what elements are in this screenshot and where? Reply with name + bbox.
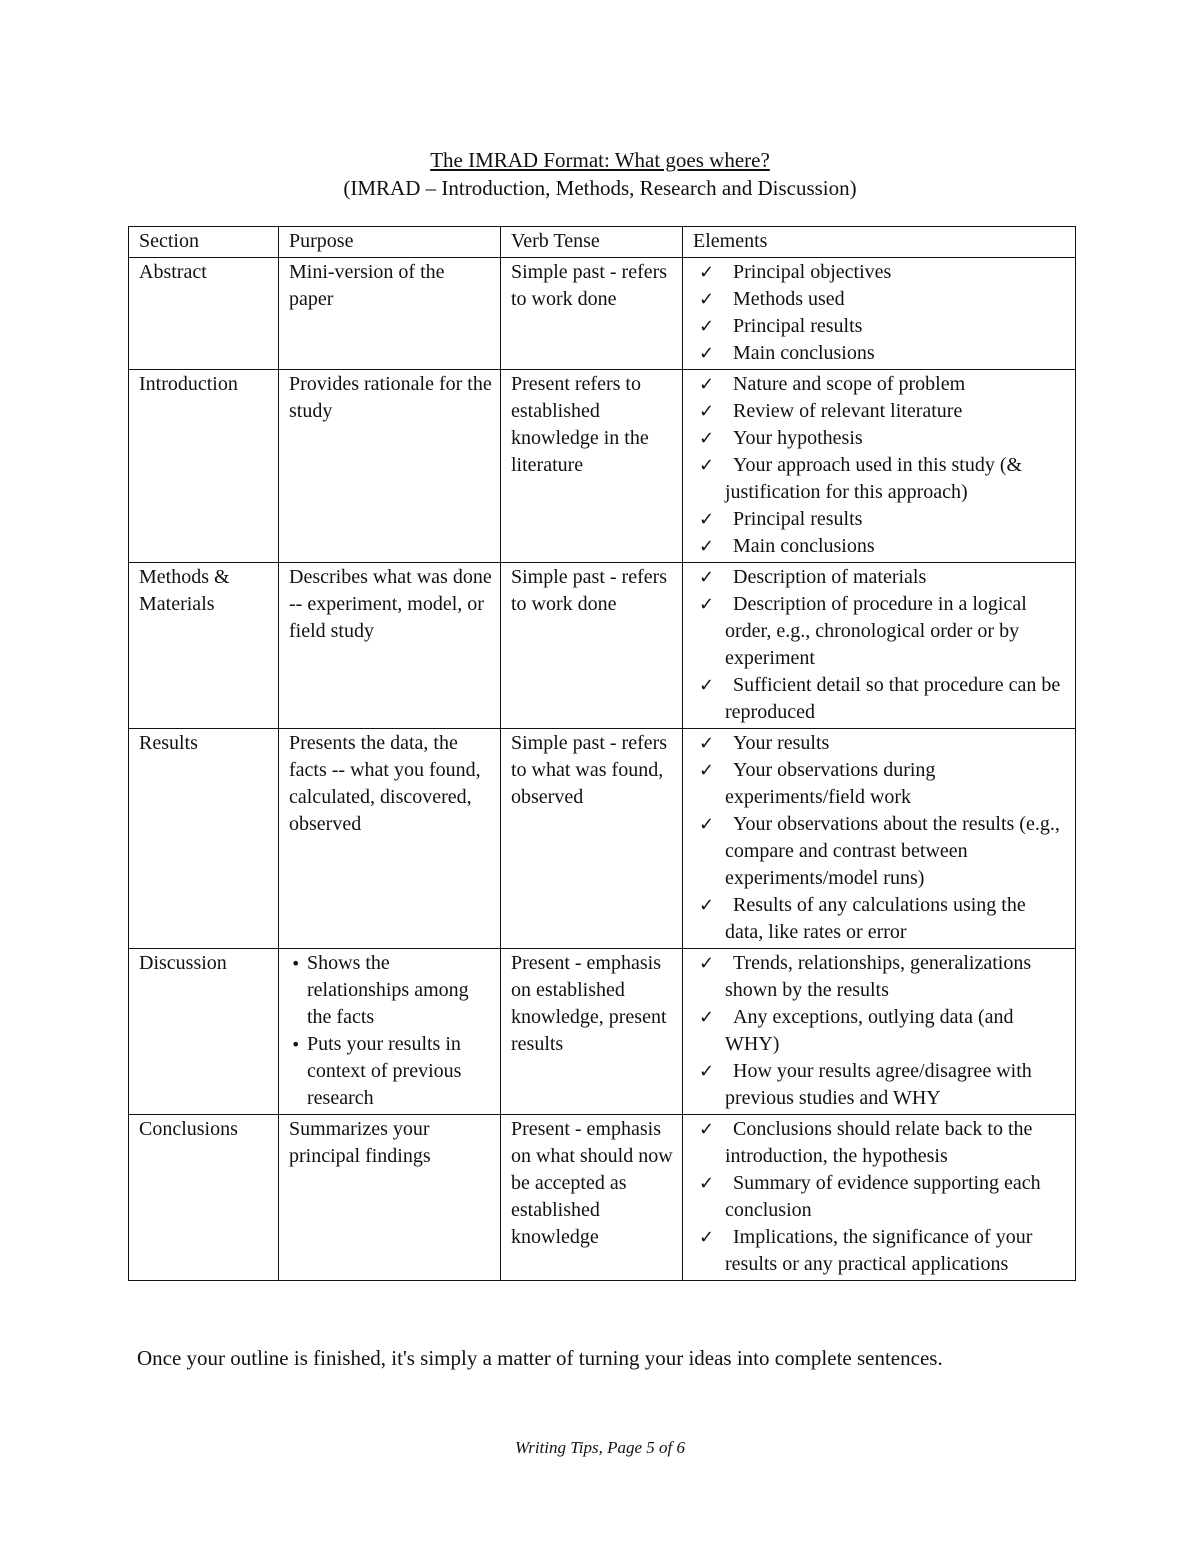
check-icon: ✓ [699, 567, 715, 588]
list-item: ✓ Main conclusions [693, 533, 1067, 560]
purpose-bullet-list [289, 950, 492, 1112]
list-item: • Shows the relationships among the facts [291, 952, 469, 1028]
elements-cell [683, 258, 1076, 370]
tense-cell: Simple past - refers to work done [501, 258, 683, 370]
list-item: ✓ Description of procedure in a logical order, e.g., chronological order or by experiment [699, 593, 1027, 669]
tense-cell: Simple past - refers to what was found, observed [501, 729, 683, 949]
table-row [129, 1115, 1076, 1281]
tense-cell: Present - emphasis on what should now be accepted as established knowledge [501, 1115, 683, 1281]
check-icon: ✓ [699, 262, 715, 283]
check-icon: ✓ [699, 455, 715, 476]
list-item: ✓ Conclusions should relate back to the introduction, the hypothesis [699, 1118, 1033, 1167]
check-icon: ✓ [699, 953, 715, 974]
table-header-row [129, 227, 1076, 258]
section-cell: Introduction [129, 370, 279, 563]
check-icon: ✓ [699, 289, 715, 310]
elements-cell [683, 729, 1076, 949]
closing-note: Once your outline is finished, it's simply a matter of turning your ideas into complete sentences. [137, 1346, 943, 1370]
list-item: ✓ Your observations during experiments/field work [699, 759, 936, 808]
check-icon: ✓ [699, 733, 715, 754]
section-cell: Results [129, 729, 279, 949]
table-row [129, 949, 1076, 1115]
imrad-table [128, 226, 1076, 1281]
check-icon: ✓ [699, 1173, 715, 1194]
tense-cell: Present refers to established knowledge in the literature [501, 370, 683, 563]
header-elements: Elements [683, 227, 1076, 258]
section-cell: Abstract [129, 258, 279, 370]
list-item: ✓ Summary of evidence supporting each conclusion [699, 1172, 1041, 1221]
list-item: ✓ Implications, the significance of your results or any practical applications [699, 1226, 1033, 1275]
elements-list [693, 564, 1067, 726]
section-cell: Conclusions [129, 1115, 279, 1281]
elements-list [693, 371, 1067, 560]
list-item: ✓ Your results [693, 730, 1067, 757]
list-item: ✓ Results of any calculations using the data, like rates or error [699, 894, 1026, 943]
section-cell: Discussion [129, 949, 279, 1115]
check-icon: ✓ [699, 509, 715, 530]
bullet-icon: • [291, 954, 301, 973]
purpose-cell: Describes what was done -- experiment, model, or field study [279, 563, 501, 729]
list-item: ✓ Your hypothesis [693, 425, 1067, 452]
list-item: ✓ Trends, relationships, generalizations shown by the results [699, 952, 1032, 1001]
purpose-cell: Summarizes your principal findings [279, 1115, 501, 1281]
check-icon: ✓ [699, 401, 715, 422]
check-icon: ✓ [699, 1061, 715, 1082]
table-row [129, 563, 1076, 729]
check-icon: ✓ [699, 594, 715, 615]
list-item: ✓ Sufficient detail so that procedure can be reproduced [699, 674, 1061, 723]
tense-cell: Simple past - refers to work done [501, 563, 683, 729]
list-item: ✓ Your approach used in this study (& justification for this approach) [699, 454, 1023, 503]
check-icon: ✓ [699, 1119, 715, 1140]
check-icon: ✓ [699, 374, 715, 395]
header-section: Section [129, 227, 279, 258]
tense-cell: Present - emphasis on established knowledge, present results [501, 949, 683, 1115]
purpose-cell: Presents the data, the facts -- what you found, calculated, discovered, observed [279, 729, 501, 949]
list-item: ✓ Description of materials [693, 564, 1067, 591]
elements-cell [683, 1115, 1076, 1281]
elements-list [693, 259, 1067, 367]
purpose-cell [279, 949, 501, 1115]
list-item: ✓ Principal results [693, 506, 1067, 533]
check-icon: ✓ [699, 760, 715, 781]
list-item: ✓ Your observations about the results (e.g., compare and contrast between experiments/model runs) [699, 813, 1060, 889]
elements-list [693, 950, 1067, 1112]
bullet-icon: • [291, 1035, 301, 1054]
check-icon: ✓ [699, 675, 715, 696]
list-item: • Puts your results in context of previous research [291, 1033, 462, 1109]
list-item: ✓ Principal results [693, 313, 1067, 340]
check-icon: ✓ [699, 1007, 715, 1028]
elements-cell [683, 563, 1076, 729]
elements-list [693, 1116, 1067, 1278]
elements-list [693, 730, 1067, 946]
page-footer: Writing Tips, Page 5 of 6 [514, 1438, 686, 1457]
check-icon: ✓ [699, 536, 715, 557]
check-icon: ✓ [699, 895, 715, 916]
table-row [129, 370, 1076, 563]
title-block [0, 146, 1200, 202]
elements-cell [683, 370, 1076, 563]
list-item: ✓ Nature and scope of problem [693, 371, 1067, 398]
header-verb-tense: Verb Tense [501, 227, 683, 258]
list-item: ✓ Principal objectives [693, 259, 1067, 286]
list-item: ✓ Review of relevant literature [693, 398, 1067, 425]
check-icon: ✓ [699, 428, 715, 449]
list-item: ✓ Methods used [693, 286, 1067, 313]
list-item: ✓ How your results agree/disagree with previous studies and WHY [699, 1060, 1032, 1109]
table-row [129, 729, 1076, 949]
check-icon: ✓ [699, 1227, 715, 1248]
check-icon: ✓ [699, 814, 715, 835]
purpose-cell: Mini-version of the paper [279, 258, 501, 370]
page-title: The IMRAD Format: What goes where? [430, 148, 770, 172]
page-subtitle: (IMRAD – Introduction, Methods, Research and Discussion) [343, 176, 857, 200]
check-icon: ✓ [699, 316, 715, 337]
list-item: ✓ Main conclusions [693, 340, 1067, 367]
header-purpose: Purpose [279, 227, 501, 258]
table-row [129, 258, 1076, 370]
check-icon: ✓ [699, 343, 715, 364]
section-cell: Methods & Materials [129, 563, 279, 729]
elements-cell [683, 949, 1076, 1115]
list-item: ✓ Any exceptions, outlying data (and WHY) [699, 1006, 1014, 1055]
purpose-cell: Provides rationale for the study [279, 370, 501, 563]
